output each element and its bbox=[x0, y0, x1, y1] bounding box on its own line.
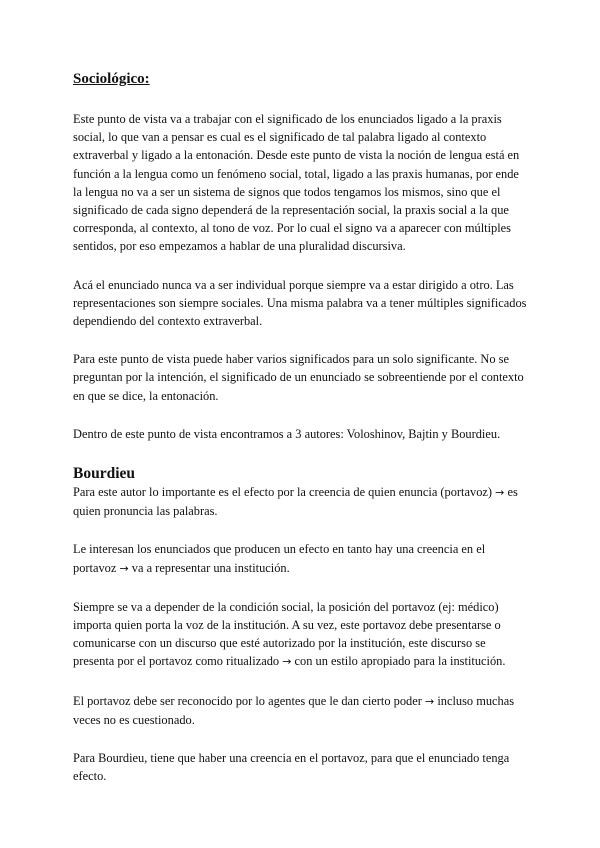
bourdieu-p1-text-b: es quien pronuncia las palabras. bbox=[73, 485, 518, 519]
bourdieu-paragraph-5: Para Bourdieu, tiene que haber una creencia en el portavoz, para que el enunciado tenga efecto. bbox=[73, 751, 510, 784]
bourdieu-p1-text-a: Para este autor lo importante es el efecto por la creencia de quien enuncia (portavoz) bbox=[73, 485, 493, 500]
bourdieu-p4-text-b: incluso muchas veces no es cuestionado. bbox=[73, 693, 515, 727]
bourdieu-p2-text-b: va a representar una institución. bbox=[131, 560, 290, 575]
paragraph-1: Este punto de vista va a trabajar con el significado de los enunciados ligado a la praxis social, lo que van a pensar es cual es el significado de tal palabra ligado al contexto extraverbal y ligado a la entonación. Desde este punto de vista la noción de lengua está en función a la lengua como un fenómeno social, total, ligado a las praxis humanas, por ende la lengua no va a ser un sistema de signos que todos tengamos los mismos, sino que el significado de cada signo dependerá de la representación social, la praxis social a la que corresponda, al contexto, al tono de voz. Por lo cual el signo va a aparecer con múltiples sentidos, por eso empezamos a hablar de una pluralidad discursiva. bbox=[73, 112, 520, 254]
arrow-icon: → bbox=[119, 561, 129, 575]
bourdieu-paragraph-4 bbox=[73, 692, 528, 729]
bourdieu-p4-text-a: El portavoz debe ser reconocido por lo agentes que le dan cierto poder bbox=[73, 693, 422, 708]
arrow-icon: → bbox=[495, 486, 505, 500]
bourdieu-paragraph-1 bbox=[73, 483, 528, 520]
section-title-sociologico: Sociológico: bbox=[73, 71, 150, 87]
section-title-bourdieu: Bourdieu bbox=[73, 465, 136, 483]
bourdieu-paragraph-3 bbox=[73, 598, 528, 672]
arrow-icon: → bbox=[282, 655, 292, 669]
paragraph-4: Dentro de este punto de vista encontramos a 3 autores: Voloshinov, Bajtin y Bourdieu. bbox=[73, 426, 501, 441]
bourdieu-p3-text-a: Siempre se va a depender de la condición social, la posición del portavoz (ej: médico) importa quien porta la voz de la institución. A su vez, este portavoz debe presentarse o comunicarse con un discurso que esté autorizado por la institución, este discurso se presenta por el portavoz como ritualizado bbox=[73, 599, 501, 669]
arrow-icon: → bbox=[424, 694, 435, 708]
bourdieu-p3-text-b: con un estilo apropiado para la institución. bbox=[294, 654, 506, 669]
paragraph-2: Acá el enunciado nunca va a ser individual porque siempre va a estar dirigido a otro. Las representaciones son siempre sociales. Una misma palabra va a tener múltiples significados dependiendo del contexto extraverbal. bbox=[73, 277, 527, 329]
paragraph-3: Para este punto de vista puede haber varios significados para un solo significante. No se preguntan por la intención, el significado de un enunciado se sobreentiende por el contexto en que se dice, la entonación. bbox=[73, 352, 524, 403]
bourdieu-paragraph-2 bbox=[73, 540, 528, 577]
bourdieu-p2-text-a: Le interesan los enunciados que producen un efecto en tanto hay una creencia en el portavoz bbox=[73, 542, 486, 575]
